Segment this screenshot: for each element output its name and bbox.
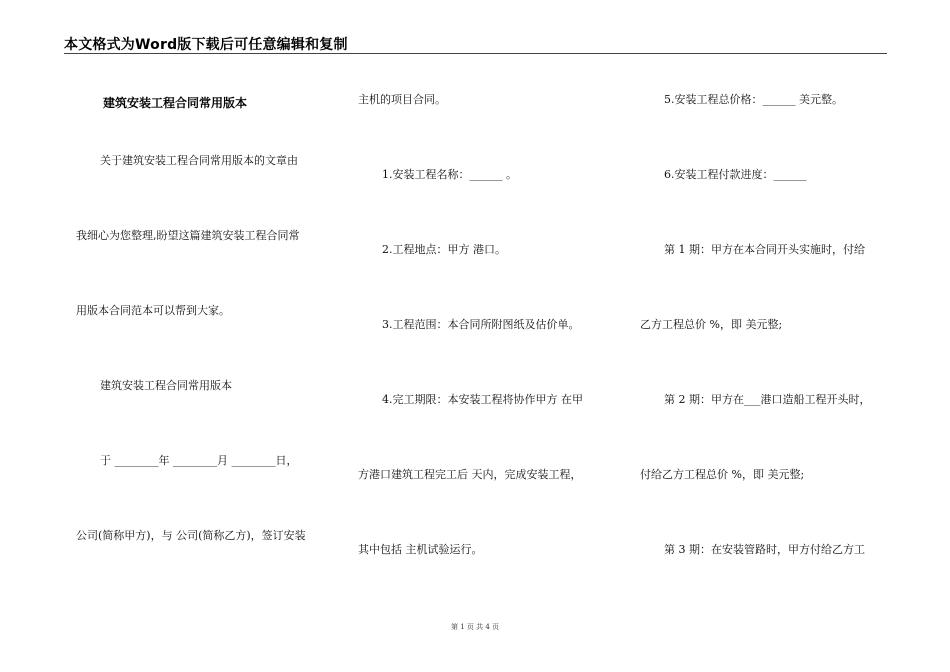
document-title: 建筑安装工程合同常用版本 bbox=[103, 96, 248, 110]
col1-line-6: 公司(简称甲方)，与 公司(简称乙方)，签订安装 bbox=[76, 529, 306, 542]
col2-line-4: 3.工程范围：本合同所附图纸及估价单。 bbox=[382, 318, 580, 331]
page-indicator: 第 1 页 共 4 页 bbox=[450, 623, 500, 631]
col2-line-5: 4.完工期限：本安装工程将协作甲方 在甲 bbox=[382, 393, 583, 406]
col3-line-5: 第 2 期：甲方在___港口造船工程开头时， bbox=[664, 393, 871, 406]
col1-line-4: 建筑安装工程合同常用版本 bbox=[100, 379, 232, 392]
col3-line-2: 6.安装工程付款进度：______ bbox=[664, 168, 807, 181]
header-divider bbox=[64, 53, 887, 54]
col2-line-2: 1.安装工程名称：______ 。 bbox=[382, 168, 517, 181]
col2-line-3: 2.工程地点：甲方 港口。 bbox=[382, 243, 506, 256]
col2-line-7: 其中包括 主机试验运行。 bbox=[358, 543, 483, 556]
col3-line-6: 付给乙方工程总价 %，即 美元整; bbox=[640, 468, 805, 481]
col3-line-3: 第 1 期：甲方在本合同开头实施时，付给 bbox=[664, 243, 865, 256]
col3-line-4: 乙方工程总价 %，即 美元整; bbox=[640, 318, 783, 331]
col1-line-2: 我细心为您整理,盼望这篇建筑安装工程合同常 bbox=[76, 229, 300, 242]
col1-line-3: 用版本合同范本可以帮到大家。 bbox=[76, 304, 230, 317]
col3-line-7: 第 3 期：在安装管路时，甲方付给乙方工 bbox=[664, 543, 865, 556]
col3-line-1: 5.安装工程总价格：______ 美元整。 bbox=[664, 93, 843, 106]
col1-line-1: 关于建筑安装工程合同常用版本的文章由 bbox=[100, 154, 298, 167]
col2-line-6: 方港口建筑工程完工后 天内，完成安装工程， bbox=[358, 468, 582, 481]
col2-line-1: 主机的项目合同。 bbox=[358, 93, 446, 106]
header-title: 本文格式为Word版下载后可任意编辑和复制 bbox=[64, 37, 348, 53]
col1-line-5: 于 ________年 ________月 ________日， bbox=[100, 454, 298, 467]
